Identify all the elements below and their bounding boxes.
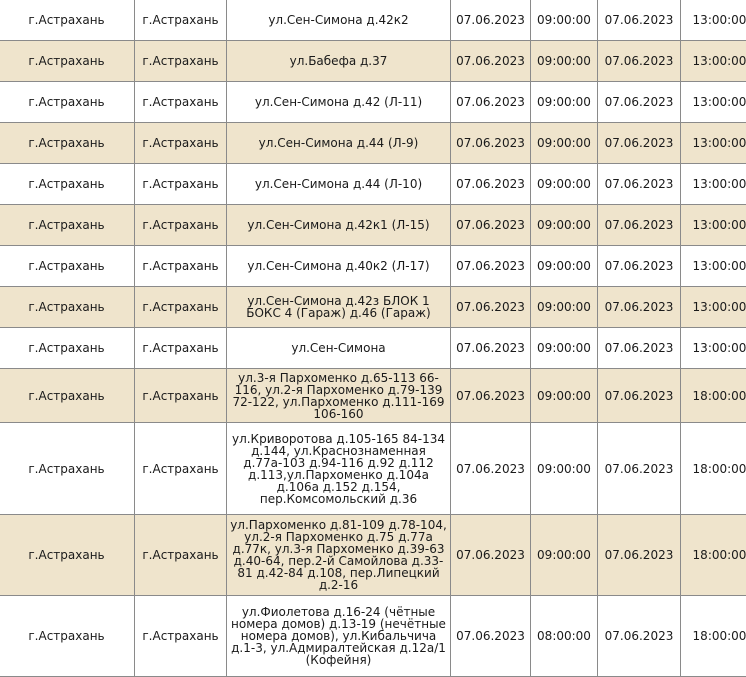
end-date-cell: 07.06.2023 xyxy=(598,328,681,369)
start-time-cell: 08:00:00 xyxy=(531,596,598,677)
end-time-cell: 18:00:00 xyxy=(681,596,746,677)
region-cell: г.Астрахань xyxy=(0,328,135,369)
start-date-cell: 07.06.2023 xyxy=(451,328,531,369)
end-date-cell: 07.06.2023 xyxy=(598,41,681,82)
table-row xyxy=(0,515,746,596)
city-cell: г.Астрахань xyxy=(135,515,227,596)
region-cell: г.Астрахань xyxy=(0,515,135,596)
start-time-cell: 09:00:00 xyxy=(531,0,598,41)
end-date-cell: 07.06.2023 xyxy=(598,205,681,246)
start-time-cell: 09:00:00 xyxy=(531,287,598,328)
region-cell: г.Астрахань xyxy=(0,123,135,164)
start-date-cell: 07.06.2023 xyxy=(451,0,531,41)
city-cell: г.Астрахань xyxy=(135,164,227,205)
start-date-cell: 07.06.2023 xyxy=(451,369,531,423)
end-time-cell: 13:00:00 xyxy=(681,328,746,369)
city-cell: г.Астрахань xyxy=(135,0,227,41)
address-cell: ул.Сен-Симона д.42 (Л-11) xyxy=(227,82,451,123)
end-date-cell: 07.06.2023 xyxy=(598,82,681,123)
end-date-cell: 07.06.2023 xyxy=(598,515,681,596)
start-date-cell: 07.06.2023 xyxy=(451,596,531,677)
table-row xyxy=(0,246,746,287)
city-cell: г.Астрахань xyxy=(135,205,227,246)
city-cell: г.Астрахань xyxy=(135,423,227,515)
city-cell: г.Астрахань xyxy=(135,246,227,287)
end-time-cell: 13:00:00 xyxy=(681,41,746,82)
address-cell: ул.Сен-Симона д.42з БЛОК 1 БОКС 4 (Гараж) д.46 (Гараж) xyxy=(227,287,451,328)
end-time-cell: 13:00:00 xyxy=(681,0,746,41)
start-date-cell: 07.06.2023 xyxy=(451,423,531,515)
region-cell: г.Астрахань xyxy=(0,246,135,287)
address-cell: ул.3-я Пархоменко д.65-113 66-116, ул.2-я Пархоменко д.79-139 72-122, ул.Пархоменко д.111-169 106-160 xyxy=(227,369,451,423)
city-cell: г.Астрахань xyxy=(135,369,227,423)
table-row xyxy=(0,423,746,515)
end-time-cell: 13:00:00 xyxy=(681,164,746,205)
address-cell: ул.Сен-Симона д.40к2 (Л-17) xyxy=(227,246,451,287)
start-date-cell: 07.06.2023 xyxy=(451,41,531,82)
start-time-cell: 09:00:00 xyxy=(531,369,598,423)
address-cell: ул.Фиолетова д.16-24 (чётные номера домов) д.13-19 (нечётные номера домов), ул.Кибальчича д.1-3, ул.Адмиралтейская д.12а/1 (Кофейня) xyxy=(227,596,451,677)
region-cell: г.Астрахань xyxy=(0,164,135,205)
end-time-cell: 18:00:00 xyxy=(681,515,746,596)
region-cell: г.Астрахань xyxy=(0,287,135,328)
start-time-cell: 09:00:00 xyxy=(531,205,598,246)
start-date-cell: 07.06.2023 xyxy=(451,164,531,205)
start-time-cell: 09:00:00 xyxy=(531,123,598,164)
start-time-cell: 09:00:00 xyxy=(531,423,598,515)
city-cell: г.Астрахань xyxy=(135,41,227,82)
table-row xyxy=(0,164,746,205)
end-time-cell: 13:00:00 xyxy=(681,82,746,123)
table-row xyxy=(0,205,746,246)
table-row xyxy=(0,41,746,82)
address-cell: ул.Сен-Симона д.44 (Л-10) xyxy=(227,164,451,205)
address-cell: ул.Сен-Симона xyxy=(227,328,451,369)
city-cell: г.Астрахань xyxy=(135,123,227,164)
end-date-cell: 07.06.2023 xyxy=(598,287,681,328)
end-date-cell: 07.06.2023 xyxy=(598,246,681,287)
table-row xyxy=(0,82,746,123)
end-date-cell: 07.06.2023 xyxy=(598,123,681,164)
table-row xyxy=(0,328,746,369)
address-cell: ул.Криворотова д.105-165 84-134 д.144, ул.Краснознаменная д.77а-103 д.94-116 д.92 д.112 д.113,ул.Пархоменко д.104а д.106а д.152 д.154, пер.Комсомольский д.36 xyxy=(227,423,451,515)
region-cell: г.Астрахань xyxy=(0,205,135,246)
table-row xyxy=(0,369,746,423)
address-cell: ул.Сен-Симона д.44 (Л-9) xyxy=(227,123,451,164)
end-time-cell: 13:00:00 xyxy=(681,287,746,328)
start-time-cell: 09:00:00 xyxy=(531,246,598,287)
end-time-cell: 18:00:00 xyxy=(681,423,746,515)
start-time-cell: 09:00:00 xyxy=(531,164,598,205)
end-time-cell: 13:00:00 xyxy=(681,246,746,287)
table-row xyxy=(0,287,746,328)
start-date-cell: 07.06.2023 xyxy=(451,246,531,287)
region-cell: г.Астрахань xyxy=(0,82,135,123)
region-cell: г.Астрахань xyxy=(0,369,135,423)
region-cell: г.Астрахань xyxy=(0,596,135,677)
region-cell: г.Астрахань xyxy=(0,41,135,82)
address-cell: ул.Бабефа д.37 xyxy=(227,41,451,82)
end-date-cell: 07.06.2023 xyxy=(598,596,681,677)
address-cell: ул.Сен-Симона д.42к2 xyxy=(227,0,451,41)
start-date-cell: 07.06.2023 xyxy=(451,205,531,246)
region-cell: г.Астрахань xyxy=(0,423,135,515)
start-date-cell: 07.06.2023 xyxy=(451,287,531,328)
end-date-cell: 07.06.2023 xyxy=(598,164,681,205)
table-row xyxy=(0,596,746,677)
region-cell: г.Астрахань xyxy=(0,0,135,41)
city-cell: г.Астрахань xyxy=(135,596,227,677)
table-row xyxy=(0,123,746,164)
start-time-cell: 09:00:00 xyxy=(531,41,598,82)
start-date-cell: 07.06.2023 xyxy=(451,82,531,123)
city-cell: г.Астрахань xyxy=(135,328,227,369)
end-time-cell: 18:00:00 xyxy=(681,369,746,423)
end-date-cell: 07.06.2023 xyxy=(598,369,681,423)
table-row xyxy=(0,0,746,41)
start-time-cell: 09:00:00 xyxy=(531,515,598,596)
start-time-cell: 09:00:00 xyxy=(531,82,598,123)
end-time-cell: 13:00:00 xyxy=(681,205,746,246)
end-date-cell: 07.06.2023 xyxy=(598,423,681,515)
city-cell: г.Астрахань xyxy=(135,287,227,328)
start-date-cell: 07.06.2023 xyxy=(451,515,531,596)
end-date-cell: 07.06.2023 xyxy=(598,0,681,41)
address-cell: ул.Пархоменко д.81-109 д.78-104, ул.2-я Пархоменко д.75 д.77а д.77к, ул.3-я Пархоменко д.39-63 д.40-64, пер.2-й Самойлова д.33-81 д.42-84 д.108, пер.Липецкий д.2-16 xyxy=(227,515,451,596)
address-cell: ул.Сен-Симона д.42к1 (Л-15) xyxy=(227,205,451,246)
end-time-cell: 13:00:00 xyxy=(681,123,746,164)
start-time-cell: 09:00:00 xyxy=(531,328,598,369)
start-date-cell: 07.06.2023 xyxy=(451,123,531,164)
city-cell: г.Астрахань xyxy=(135,82,227,123)
